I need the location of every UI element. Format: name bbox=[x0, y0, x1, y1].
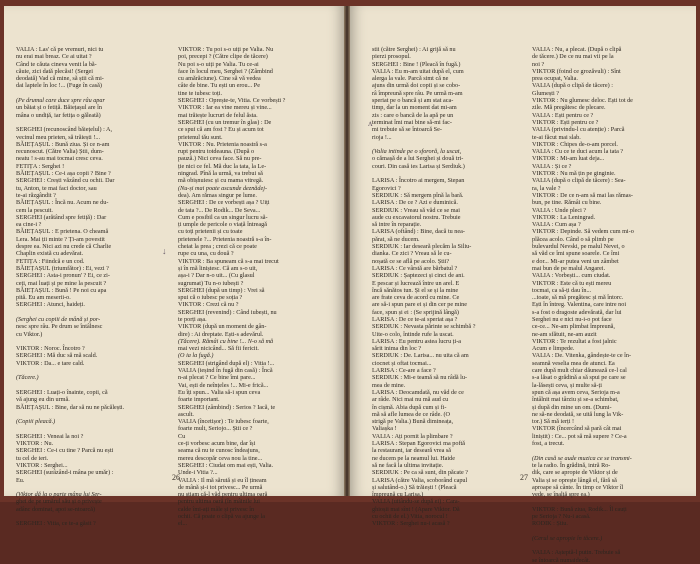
text-line: VALIA (ieșind în fugă din casă) : Încă bbox=[178, 367, 273, 375]
text-line: SERGHEI (cu un tremur în glas) : De bbox=[178, 118, 272, 126]
text-line: ar râde. Nici mai nu mă aud cu bbox=[372, 396, 449, 404]
text-line: dik, care se apropie de Viktor și de bbox=[532, 469, 618, 477]
text-line bbox=[16, 484, 166, 491]
text-line: Valia și se oprește lângă el, fără să bbox=[532, 476, 617, 484]
text-line: (Valia intinde pe o sfororă, la uscat, bbox=[372, 148, 462, 156]
text-line: Egorovici ? bbox=[372, 184, 401, 192]
text-line: VIKTOR (încercând să pară cât mai bbox=[532, 425, 622, 433]
text-line: să văd ce îmi spune soarele. Ce îmi bbox=[532, 250, 620, 258]
text-line: sărit inima din loc ? bbox=[372, 345, 422, 353]
text-line: noșată ce se află pe acolo. Știi? bbox=[372, 257, 450, 265]
text-line: SERDIUK : Șaptezeci și cinci de ani. bbox=[372, 272, 465, 280]
text-line: întâlnit mai târziu și se-a schimbat, bbox=[532, 396, 619, 404]
text-line: ajuns din urmă doi copii și se cobo- bbox=[372, 82, 461, 90]
text-line: VIKTOR : Nu mă țin pe ginginie. bbox=[532, 170, 616, 178]
text-line: pită. Eu am meserii-o. bbox=[16, 294, 71, 302]
text-line: LARISA : Ce-are a face ? bbox=[372, 367, 436, 375]
text-line: VALIA : Cu ce te duci acum la tata ? bbox=[532, 148, 624, 156]
text-line: VALIA : Cum așa ? bbox=[532, 221, 581, 229]
text-line: SERDIUK : Nevasta părinte se schimbă ? bbox=[372, 323, 476, 331]
text-line: care după mult chiar dăunează ce-l cal bbox=[532, 367, 627, 375]
text-line bbox=[16, 411, 166, 418]
text-line: SERGHEI (strigând după el) : Vitia !... bbox=[178, 359, 275, 367]
text-line: FETIȚA : Serghei ! bbox=[16, 162, 65, 170]
text-line: ceți, mai luați și pe mine la pescuit ? bbox=[16, 279, 107, 287]
text-line: VALIA (după o clipă de tăcere) : bbox=[532, 82, 613, 90]
text-line: VIKTOR : La Leningrad. bbox=[532, 213, 596, 221]
text-line: SERDIUK : Pe ca să sunt, din păcate ? bbox=[372, 469, 469, 477]
text-line: de tăcere.) De ce nu mai vii pe la bbox=[532, 53, 614, 61]
text-line: VIKTOR : Nu. Prietenia noastră s-a bbox=[178, 140, 267, 148]
text-line: (O ia la fugă.) bbox=[178, 352, 214, 360]
text-line: n-ai plecat ? Ce bine îmi pare... bbox=[178, 374, 256, 382]
text-line: stii (către Serghei) : Ai grijă să nu bbox=[372, 46, 456, 53]
text-line: (Tăcere.) bbox=[16, 374, 39, 382]
text-line: te-ai făcut mai slab. bbox=[532, 133, 581, 141]
text-line: pe Serioja ? Nu-i acasă. bbox=[532, 513, 591, 520]
text-line: ghei de pe umărul său și o privește bbox=[16, 498, 102, 506]
text-line: râ împreună spre râu. Pe urmă m-am bbox=[372, 89, 463, 97]
text-line: zis : care o bancă de la apă pe un bbox=[372, 111, 454, 119]
text-line: dire) : Ai dreptate. Ești-s adevărul. bbox=[178, 330, 264, 338]
text-line bbox=[16, 382, 166, 389]
text-line: încă sănătos tun. Și el se și la mine bbox=[372, 286, 459, 294]
left-page bbox=[4, 6, 344, 528]
text-line: prea ocupat, Valia. bbox=[532, 75, 578, 83]
text-line: rioja !... bbox=[372, 133, 392, 141]
text-line: tu, Anton, te mai faci doctor, sau bbox=[16, 184, 97, 192]
text-line: de tata ?... De Rodik... De Seva... bbox=[178, 206, 261, 214]
text-line: Acum e limpede. bbox=[532, 345, 575, 353]
text-line: spui că o iubesc pe soția ? bbox=[178, 294, 243, 302]
text-line: vă ajung eu din urmă. bbox=[16, 396, 70, 404]
text-line: VIKTOR : Mi-am luat deja... bbox=[532, 155, 605, 163]
text-line: mă obișnuiesc și cu mama vitregă. bbox=[178, 177, 264, 185]
text-line: mi trebuie să se întoarcă Se- bbox=[372, 126, 442, 134]
text-line: VIKTOR : Chipes de-o-am porcel. bbox=[532, 140, 618, 148]
text-line: căuie, zici dată plecăsi! (Sergei bbox=[16, 67, 94, 75]
text-line: mâna o undiță, iar fetița o găleată) bbox=[16, 111, 101, 119]
text-line: ascult. bbox=[178, 410, 194, 418]
text-line: SERGHEI : Ciudat om mai ești, Valia. bbox=[178, 461, 274, 469]
text-line: de mână și-i tot privesc... Pe urmă bbox=[178, 483, 263, 491]
text-line: să intre în reparație. bbox=[372, 221, 422, 229]
text-line bbox=[16, 90, 166, 97]
text-line: liniștit) : Ce... pot să mă supere ? Ce-a bbox=[532, 432, 627, 440]
text-line: SERGHEI : Luați-o înainte, copii, că bbox=[16, 388, 108, 396]
text-line: SERDIUK : De. Larisa... nu uita că am bbox=[372, 352, 469, 360]
text-line bbox=[532, 542, 684, 549]
text-line: LARISA (către Valia, scoborând capul bbox=[372, 476, 468, 484]
text-line: cu toți prietenii și cu toate bbox=[178, 228, 243, 236]
text-line: SERGHEI (arătând spre fetiță) : Dar bbox=[16, 213, 107, 221]
text-line bbox=[372, 141, 524, 148]
page-number-left: 26 bbox=[172, 473, 180, 482]
text-line: couri. Din casă ies Larisa și Serdiuk.) bbox=[372, 162, 465, 170]
text-line: tor.) Să mă ierți ! bbox=[532, 418, 575, 426]
text-line: aproape să cânte. În timp ce Viktor îl bbox=[532, 483, 624, 491]
text-line: deodată) Vad că mine, să știi că mi- bbox=[16, 75, 104, 83]
text-line: bun, pe tine. Rămâi cu bine. bbox=[532, 199, 602, 207]
text-line: prietenul tău sunt. bbox=[178, 133, 223, 141]
text-line: LARISA (oftând) : Bine, dacă tu nea- bbox=[372, 228, 465, 236]
text-line: VIKTOR (după un moment de gân- bbox=[178, 323, 267, 331]
text-line: să ne facă la ultima invitație. bbox=[372, 461, 444, 469]
text-line: ochii. Că poate o clipă va ajunge la bbox=[178, 513, 265, 520]
text-line: SERGHEI : Mă duc să mă scald. bbox=[16, 352, 98, 360]
text-line: dea). Am rămas singur pe lume. bbox=[178, 191, 257, 199]
text-line: VIKTOR : Bună ziua, Rodik... Îl cauți bbox=[532, 505, 627, 513]
text-line: Eu. bbox=[16, 476, 25, 484]
text-line: Chaplin există cu adevărat. bbox=[16, 250, 84, 258]
text-line: face în locul meu, Serghei ? (Zâmbind bbox=[178, 67, 273, 75]
text-line: cu amărăciune). Cine să vă vedea bbox=[178, 75, 261, 83]
text-line: Ești în întreg. Valentina, care intre noi bbox=[532, 301, 627, 309]
text-line: neatu ! s-au mai tocmai cresc ceva. bbox=[16, 155, 103, 163]
text-line: rupe cu una, cu două ? bbox=[178, 250, 234, 258]
text-line: mă să afle lumea de ce râde. (O bbox=[372, 410, 450, 418]
text-line: Glumești ? bbox=[532, 89, 559, 97]
text-line: cu ochii de el.) Vitia, norocul ! bbox=[372, 513, 448, 520]
text-line: Uite-o colo, întinde rufe la uscat. bbox=[372, 330, 454, 338]
text-line: plăcea acolo. Când o să plimb pe bbox=[532, 235, 614, 243]
text-line: LARISA : De ce te-ai speriat așa ? bbox=[372, 315, 458, 323]
text-line: vede, se înalță spre ea.) bbox=[532, 491, 590, 499]
text-line: LARISA : Eu pentru astea lucru ți-a bbox=[372, 337, 462, 345]
text-line: VALIA (uitându-se după ei) : Cara- bbox=[372, 498, 460, 506]
text-line: așa-i ? Dar n-o uit... (Cu glasul bbox=[178, 272, 255, 280]
page-number-right: 27 bbox=[520, 473, 528, 482]
text-line: SERGHEI : Ce-i cu tine ? Parcă nu ești bbox=[16, 447, 114, 455]
text-line: VALIA : Il mă sărută și eu îl țineam bbox=[178, 476, 267, 484]
text-line: nu știam că-l văd pentru ultima oară bbox=[178, 491, 268, 499]
text-line: SERGHEI (după un timp) : Vrei să bbox=[178, 286, 265, 294]
text-line: VIKTOR : Serghei... bbox=[16, 461, 68, 469]
text-line: VALIA (după o clipă de tăcere) : Sea- bbox=[532, 177, 626, 185]
text-line: ghioșii mai sînt ! (Apare Viktor. Dă bbox=[372, 505, 460, 513]
text-line: ce-ți vorbesc acum bine, dar își bbox=[178, 440, 256, 448]
text-line: s-a lăsat o grădină a să spui pe care se bbox=[532, 374, 626, 382]
text-line: părat, să ne ducem. bbox=[372, 235, 420, 243]
text-line: VIKTOR : Crezi că nu ? bbox=[178, 301, 239, 309]
text-line: mai vezi nicicând... Să fii fericit. bbox=[178, 345, 259, 353]
text-line: SERGHEI : Oprește-te, Vitia. Ce vorbești ? bbox=[178, 97, 286, 105]
text-line: ce spui că am fost ? Eu și acum tot bbox=[178, 126, 264, 134]
right-page bbox=[350, 6, 696, 564]
text-line: ne să-ne deodată, se uită lung la Vik- bbox=[532, 410, 624, 418]
text-line: (Cerul se apropie în tăcere.) bbox=[532, 534, 603, 542]
text-line: Cu bbox=[178, 432, 186, 440]
text-line: alerga la vale. Parcă simt că ne bbox=[372, 75, 449, 83]
text-line: foarte important. bbox=[178, 396, 220, 404]
text-line: tocmai, ca să-ți dau în... bbox=[532, 286, 592, 294]
text-line: SERGHEI : Asta-i pronun' ? Ei, ce zi- bbox=[16, 272, 110, 280]
text-line: ne-am sfătuit, ne-am auzit bbox=[532, 330, 597, 338]
text-line: (Serghei cu copiii de mână și por- bbox=[16, 315, 101, 323]
text-line: VIKTOR : Noroc. Încotro ? bbox=[16, 345, 85, 353]
text-line: BĂIEȚAȘUL : Bine, dar să nu ne păcălești. bbox=[16, 403, 125, 411]
text-line: VIKTOR : Nu. bbox=[16, 440, 54, 448]
text-line: BĂIEȚAȘUL : Ce-i așa copii ? Bine ? bbox=[16, 170, 111, 178]
text-line: la-lăsești ceva, și multe să-ți bbox=[532, 381, 602, 389]
text-line: E pescar și lucrează între un arel. E bbox=[372, 279, 460, 287]
text-line: cheiat la prea ; crezi că ce poate bbox=[178, 243, 257, 251]
text-line: ra, la vale ? bbox=[532, 184, 561, 192]
text-line: VALIA : Ești pentru ce ? bbox=[532, 111, 594, 119]
text-line: și după din mine un om. (Dumi- bbox=[532, 403, 612, 411]
text-line: VALIA : Las' că pe vremuri, nici tu bbox=[16, 46, 104, 53]
text-line: terminat îmi mai bine să-mi fac- bbox=[372, 118, 452, 126]
left-page-column-1 bbox=[16, 46, 166, 528]
text-line: zile. Mă pregătesc de plecare. bbox=[532, 104, 606, 112]
text-line: ningrad. Pînă la urmă, va trebui să bbox=[178, 170, 263, 178]
text-line: mereu descopăr ceva nou la tine... bbox=[178, 454, 263, 462]
pencil-annotation-mark: ʌ bbox=[368, 118, 373, 128]
text-line: pierzi prosopul. bbox=[372, 53, 411, 61]
text-line: SERGHEI : Crești văzând cu ochii. Dar bbox=[16, 177, 115, 185]
text-line: VALIA : Nu, a plecat. (După o clipă bbox=[532, 46, 622, 53]
text-line: LARISA : Stepan Egorovici ma poftă bbox=[372, 440, 465, 448]
text-line: ciocnet și oftat tocmai... bbox=[372, 359, 432, 367]
text-line: Lera. Mai ții minte ? Ți-am povestit bbox=[16, 235, 105, 243]
text-line: Nu poi s-o uiți pe Valia. Tu ce-ai bbox=[178, 60, 259, 68]
text-line: are să-i spun pare ei și din cer pe mine bbox=[372, 301, 468, 309]
text-line: spun că așa avem ceva, Serioja m-a bbox=[532, 388, 620, 396]
text-line: Când te căuta cineva venit la bă- bbox=[16, 60, 97, 68]
text-line: pentru ultima oară (în mâinile lui bbox=[178, 498, 260, 506]
text-line: sugrumat) Tu n-o iubești ? bbox=[178, 279, 244, 287]
text-line bbox=[532, 498, 684, 505]
text-line: VIKTOR (foind ce grozăvuli) : Sînt bbox=[532, 67, 621, 75]
text-line: te la radio. În grădină, intră Ro- bbox=[532, 461, 611, 469]
text-line: dai laptele în loc !... (Fuge în casă) bbox=[16, 82, 102, 90]
text-line: LARISA : Deocamdată, nu văd de ce bbox=[372, 388, 464, 396]
text-line: VALIA : De. Vitenka, gândește-te ce în- bbox=[532, 352, 632, 360]
text-line: VALIA : Și ce ? bbox=[532, 162, 572, 170]
text-line: Serghei nu e nici nu-i-o pot face bbox=[532, 315, 612, 323]
text-line: VALIA : Vorbești... cum ciudat. bbox=[532, 272, 611, 280]
text-line: BĂIEȚAȘUL : E prietena. O cheamă bbox=[16, 228, 109, 236]
text-line: RODIK : Știu. bbox=[532, 520, 568, 528]
text-line: se întoarcă numaidecât. bbox=[532, 556, 591, 564]
text-line: BĂIEȚAȘUL : Bună ! Pe noi cu apa bbox=[16, 286, 107, 294]
text-line: SERGHEI (surâzând-i mâna pe umăr) : bbox=[16, 469, 114, 477]
text-line: te porți așa. bbox=[178, 315, 207, 323]
text-line: BĂIEȚAȘUL : Bună ziua. Și ce n-am bbox=[16, 140, 110, 148]
text-line: Unde-i Vitia ?... bbox=[178, 469, 218, 477]
text-line: strigă pe Valia.) Bună dimineața, bbox=[372, 418, 453, 426]
text-line: adânc dominat, apoi se-ntoarcă) bbox=[16, 505, 96, 513]
text-line: câte de bine. Tu ești un erou... Pe bbox=[178, 82, 260, 90]
text-line: mea de mine. bbox=[372, 381, 406, 389]
text-line: poi, precepi ? (Către clipe de tăcere) bbox=[178, 53, 268, 61]
text-line: SERGHEI : Bine ! (Pleacă în fugă.) bbox=[372, 60, 461, 68]
text-line: dianka. Ce zici ? Vreau să le cu- bbox=[372, 250, 452, 258]
text-line: SERGHEI : De ce vorbești așa ? Uiți bbox=[178, 199, 270, 207]
text-line: SERDIUK : Vreau să văd ce se mai bbox=[372, 206, 461, 214]
text-line: timp, dar la un moment dat mi-am bbox=[372, 104, 457, 112]
text-line: VALIA : Ați pornit la plimbare ? bbox=[372, 432, 453, 440]
text-line: SERDIUK : Iar deseară plecăm la Siliu- bbox=[372, 243, 472, 251]
text-line: VIKTOR : Iar ea vine mereu și vine... bbox=[178, 104, 272, 112]
text-line: tu cel de ieri. bbox=[16, 454, 49, 462]
text-line: tine te iubesc toți. bbox=[178, 89, 222, 97]
text-line: speriat pe o bancă și am stat aca- bbox=[372, 97, 454, 105]
text-line bbox=[16, 119, 166, 126]
text-line: ...toate, să mă pregătesc și mă întorc. bbox=[532, 294, 624, 302]
text-line: VIKTOR : Tu poi s-o uiți pe Valia. Nu bbox=[178, 46, 274, 53]
text-line: VIKTOR : Ești pentru ce ? bbox=[532, 118, 599, 126]
text-line: SERDIUK : Să mergem pînă la bară. bbox=[372, 191, 464, 199]
text-line: (Din casă se aude muzica ce se transmi- bbox=[532, 454, 632, 462]
text-line: calde îmi-ați mâle și privesc în bbox=[178, 505, 255, 513]
text-line: Valiașka ! bbox=[372, 425, 397, 433]
text-line: aude cu excavatorul nostru. Trebuie bbox=[372, 213, 461, 221]
text-line: un băiat și o fetiță. Băiețașul are în bbox=[16, 104, 102, 112]
text-line: ea cine-i ? bbox=[16, 221, 42, 229]
text-line: VALIA : Unde pleci ? bbox=[532, 206, 587, 214]
text-line: ne ducem pe la neamul lui. Haide bbox=[372, 454, 455, 462]
text-line: (Viktor dă la o parte mâna lui Ser- bbox=[16, 491, 102, 499]
text-line: VIKTOR : Este că tu ești mereu bbox=[532, 279, 612, 287]
text-line: VIKTOR : Nu glumesc deloc. Ești tot de bbox=[532, 97, 633, 105]
text-line: Cum e posibil ca un singur lucru să- bbox=[178, 213, 268, 221]
text-line bbox=[16, 425, 166, 432]
text-line: pauză.) Nici ceva face. Să nu pre- bbox=[178, 155, 262, 163]
text-line: SERGHEI (zâmbind) : Serios ? Iacă, te bbox=[178, 403, 276, 411]
text-line: VALIA : Așteptă-l putin. Trebuie să bbox=[532, 549, 621, 557]
text-line: are frate ceva de acord cu mine. Ce bbox=[372, 294, 460, 302]
text-line: mai bun de pe malul Angarei. bbox=[532, 264, 606, 272]
text-line: SERGHEI (revenind) : Când iubești, nu bbox=[178, 308, 277, 316]
text-line bbox=[532, 447, 684, 454]
text-line: VIKTOR : Serghei nu-i acasă ? bbox=[372, 520, 450, 528]
text-line: seamnă veselia mea de atunci. Ea bbox=[532, 359, 615, 367]
text-line: foarte mult, Seriojo... Știi ce ? bbox=[178, 425, 253, 433]
text-line: ție nici ce fel. Mă duc la tata, la Le- bbox=[178, 162, 267, 170]
text-line: (Pe drumul care duce spre râu apar bbox=[16, 97, 105, 105]
text-line: VALIA (privindu-l cu atenție) : Parcă bbox=[532, 126, 625, 134]
text-line: BĂIEȚAȘUL : Încă nu. Acum ne du- bbox=[16, 199, 109, 207]
text-line: VALIA (încetișor) : Te iubesc foarte, bbox=[178, 418, 269, 426]
text-line: FETIȚA : Fiindcă e un cod. bbox=[16, 257, 85, 265]
text-line: ce-ce... Ne-am plimbat împreună, bbox=[532, 323, 615, 331]
text-line: la restaurant, iar deseară vrea să bbox=[372, 447, 452, 455]
text-line: (Copiii pleacă.) bbox=[16, 418, 56, 426]
text-line: nu erai mai breaz. Ce ai uitat ? bbox=[16, 53, 92, 61]
text-line: nesc spre râu. Pe drum se întâlnesc bbox=[16, 323, 103, 331]
text-line: VIKTOR : De ce n-am să mai las rămas- bbox=[532, 191, 633, 199]
text-line: LARISA : Încotro ai mergem, Stepan bbox=[372, 177, 465, 185]
text-line: vecinul meu prieten, să trăiești !... bbox=[16, 133, 101, 141]
text-line: LARISA : Ce vârstă are bărbatul ? bbox=[372, 264, 458, 272]
text-line: BĂIEȚAȘUL (triumfător) : Ei, vezi ? bbox=[16, 264, 109, 272]
text-line: în cișmă. Abia după cum și fi- bbox=[372, 403, 447, 411]
left-page-column-2 bbox=[178, 46, 330, 528]
text-line: rupt pentru totdeauna. (După o bbox=[178, 148, 255, 156]
text-line bbox=[16, 367, 166, 374]
text-line: VIKTOR : Da... e tare cald. bbox=[16, 359, 85, 367]
text-line bbox=[16, 309, 166, 316]
text-line: mai trăiește lucruri de felul ăsta. bbox=[178, 111, 258, 119]
text-line: prietenele ?... Prietenia noastră s-a în- bbox=[178, 235, 272, 243]
text-line: Eu îți spun... Valia să-i spun ceva bbox=[178, 388, 261, 396]
text-line: noi ? bbox=[532, 60, 545, 68]
text-line: cem la pescuit. bbox=[16, 206, 53, 214]
text-line: Vai, ești de neînțeles !... Mi-e frică... bbox=[178, 381, 269, 389]
text-line: SERGHEI : Atunci, haideți. bbox=[16, 301, 85, 309]
text-line: împreună cu Larisa.) bbox=[372, 491, 424, 499]
text-line: VIKTOR : Te rezultat a fost jalnic bbox=[532, 337, 617, 345]
text-line: te-ai răzgândit ? bbox=[16, 191, 56, 199]
text-line: (Nu-și mai poate ascunde deznădej- bbox=[178, 184, 268, 192]
text-line: fost, a trecut. bbox=[532, 440, 565, 448]
text-line: ți umple de pericole o viață întreagă bbox=[178, 221, 267, 229]
text-line: și în mă liniștesc. Că am s-o uit, bbox=[178, 264, 258, 272]
text-line: SERGHEI : Vitia, ce te-a găsit ? bbox=[16, 520, 96, 528]
text-line: bulevardul Nevski, pe malul Nevei, o bbox=[532, 243, 625, 251]
text-line: o cămașă de a lui Serghei și două tri- bbox=[372, 155, 464, 163]
text-line bbox=[16, 513, 166, 520]
text-line: face, spun și ei : (Se sprijină lângă) bbox=[372, 308, 459, 316]
text-line: VIKTOR : Depinde. Să vedem cum mi-o bbox=[532, 228, 634, 236]
right-page-column-2 bbox=[532, 46, 684, 564]
text-line bbox=[532, 528, 684, 535]
text-line: SERGHEI (recunoscând băiețelul) : A, bbox=[16, 126, 113, 134]
text-line: (Tăcere). Rămâi cu bine !... N-o să mă bbox=[178, 337, 274, 345]
text-line: seama că nu te cunosc îndeajuns, bbox=[178, 447, 260, 455]
text-line: recunoscut. (Către Valia) Știi, dum- bbox=[16, 148, 104, 156]
text-line: cu Viktor.) bbox=[16, 330, 43, 338]
text-line: s-a fost o dragoste adevărată, dar lui bbox=[532, 308, 622, 316]
text-line: VALIA : Eu m-am uitat după el, cum bbox=[372, 67, 464, 75]
text-line: VIKTOR : Ba spuneam că s-a mai trecut bbox=[178, 257, 279, 265]
text-line: LARISA : De ce ? Azi e duminică. bbox=[372, 199, 458, 207]
text-line: și salutând-o.) Să trăiești ! (Pleacă bbox=[372, 483, 457, 491]
text-line: despre ea. Nici azi nu crede că Charlie bbox=[16, 243, 112, 251]
text-line: SERDIUK : Mi-e teamă să nu râdă lu- bbox=[372, 374, 468, 382]
text-line: el... bbox=[178, 520, 188, 528]
pencil-annotation-arrow: ↓ bbox=[162, 246, 167, 256]
text-line: SERGHEI : Veneai la noi ? bbox=[16, 432, 84, 440]
text-line: e dor... Mi-ar putea veni un zâmbet bbox=[532, 257, 619, 265]
